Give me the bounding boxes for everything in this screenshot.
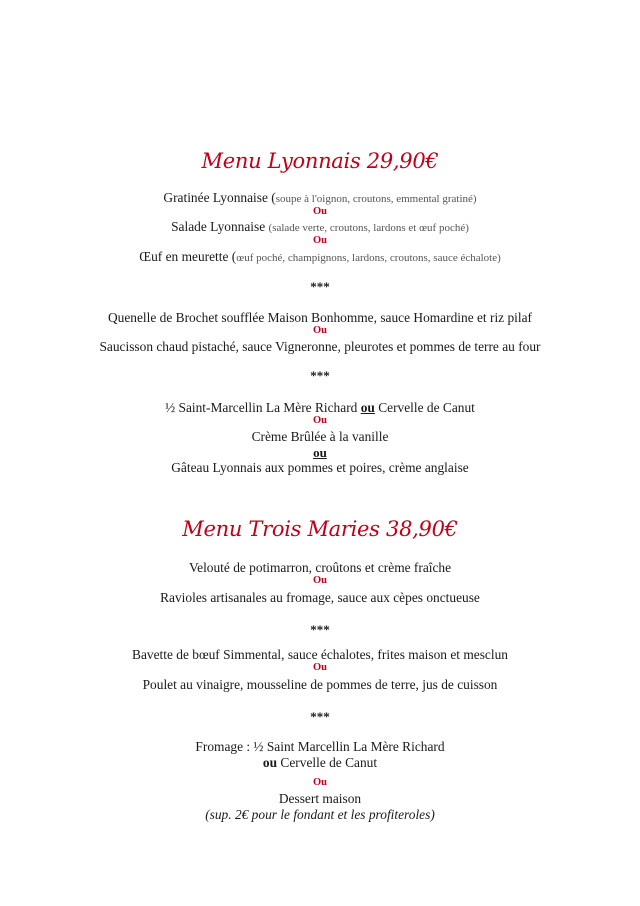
or-separator: Ou (312, 777, 327, 788)
cheese-item (0, 400, 640, 416)
course-separator: *** (310, 622, 330, 637)
or-separator: Ou (312, 325, 327, 336)
entree-item (0, 190, 640, 207)
supplement-note: (sup. 2€ pour le fondant et les profiteroles) (205, 807, 435, 822)
or-separator: Ou (312, 662, 327, 673)
dish-description: œuf poché, champignons, lardons, croutons, sauce échalote) (236, 252, 501, 264)
inline-or: ou (262, 755, 278, 770)
cheese-item: Fromage : ½ Saint Marcellin La Mère Richard (195, 739, 445, 754)
or-separator: Ou (312, 415, 327, 426)
inline-or: ou (360, 400, 375, 415)
dish-description: (salade verte, croutons, lardons et œuf poché) (268, 222, 469, 234)
dessert-item: Crème Brûlée à la vanille (251, 429, 389, 444)
menu-title-lyonnais: Menu Lyonnais 29,90€ (201, 149, 439, 173)
cheese-item-alt (0, 755, 640, 771)
cheese-option-2: Cervelle de Canut (374, 400, 475, 415)
or-separator: Ou (312, 575, 327, 586)
plat-item: Poulet au vinaigre, mousseline de pommes de terre, jus de cuisson (142, 677, 498, 692)
or-separator: Ou (312, 235, 327, 246)
dessert-item: Dessert maison (278, 791, 362, 806)
entree-item (0, 219, 640, 236)
plat-item: Quenelle de Brochet soufflée Maison Bonhomme, sauce Homardine et riz pilaf (107, 310, 533, 325)
or-separator: Ou (312, 206, 327, 217)
course-separator: *** (310, 279, 330, 294)
dessert-item: Gâteau Lyonnais aux pommes et poires, crème anglaise (171, 460, 469, 475)
dish-name: Gratinée Lyonnaise ( (163, 190, 276, 205)
dish-name: Œuf en meurette ( (139, 249, 237, 264)
dish-description: soupe à l'oignon, croutons, emmental gratiné) (275, 193, 477, 205)
menu-title-trois-maries: Menu Trois Maries 38,90€ (182, 517, 458, 541)
course-separator: *** (310, 368, 330, 383)
entree-item: Velouté de potimarron, croûtons et crème fraîche (188, 560, 452, 575)
or-underlined-separator: ou (313, 445, 327, 460)
dish-name: Salade Lyonnaise (171, 219, 269, 234)
plat-item: Saucisson chaud pistaché, sauce Vigneronne, pleurotes et pommes de terre au four (99, 339, 541, 354)
plat-item: Bavette de bœuf Simmental, sauce échalotes, frites maison et mesclun (132, 647, 508, 662)
cheese-option-2: Cervelle de Canut (277, 755, 378, 770)
cheese-option-1: ½ Saint-Marcellin La Mère Richard (165, 400, 361, 415)
entree-item: Ravioles artisanales au fromage, sauce aux cèpes onctueuse (160, 590, 480, 605)
course-separator: *** (310, 709, 330, 724)
entree-item (0, 249, 640, 266)
